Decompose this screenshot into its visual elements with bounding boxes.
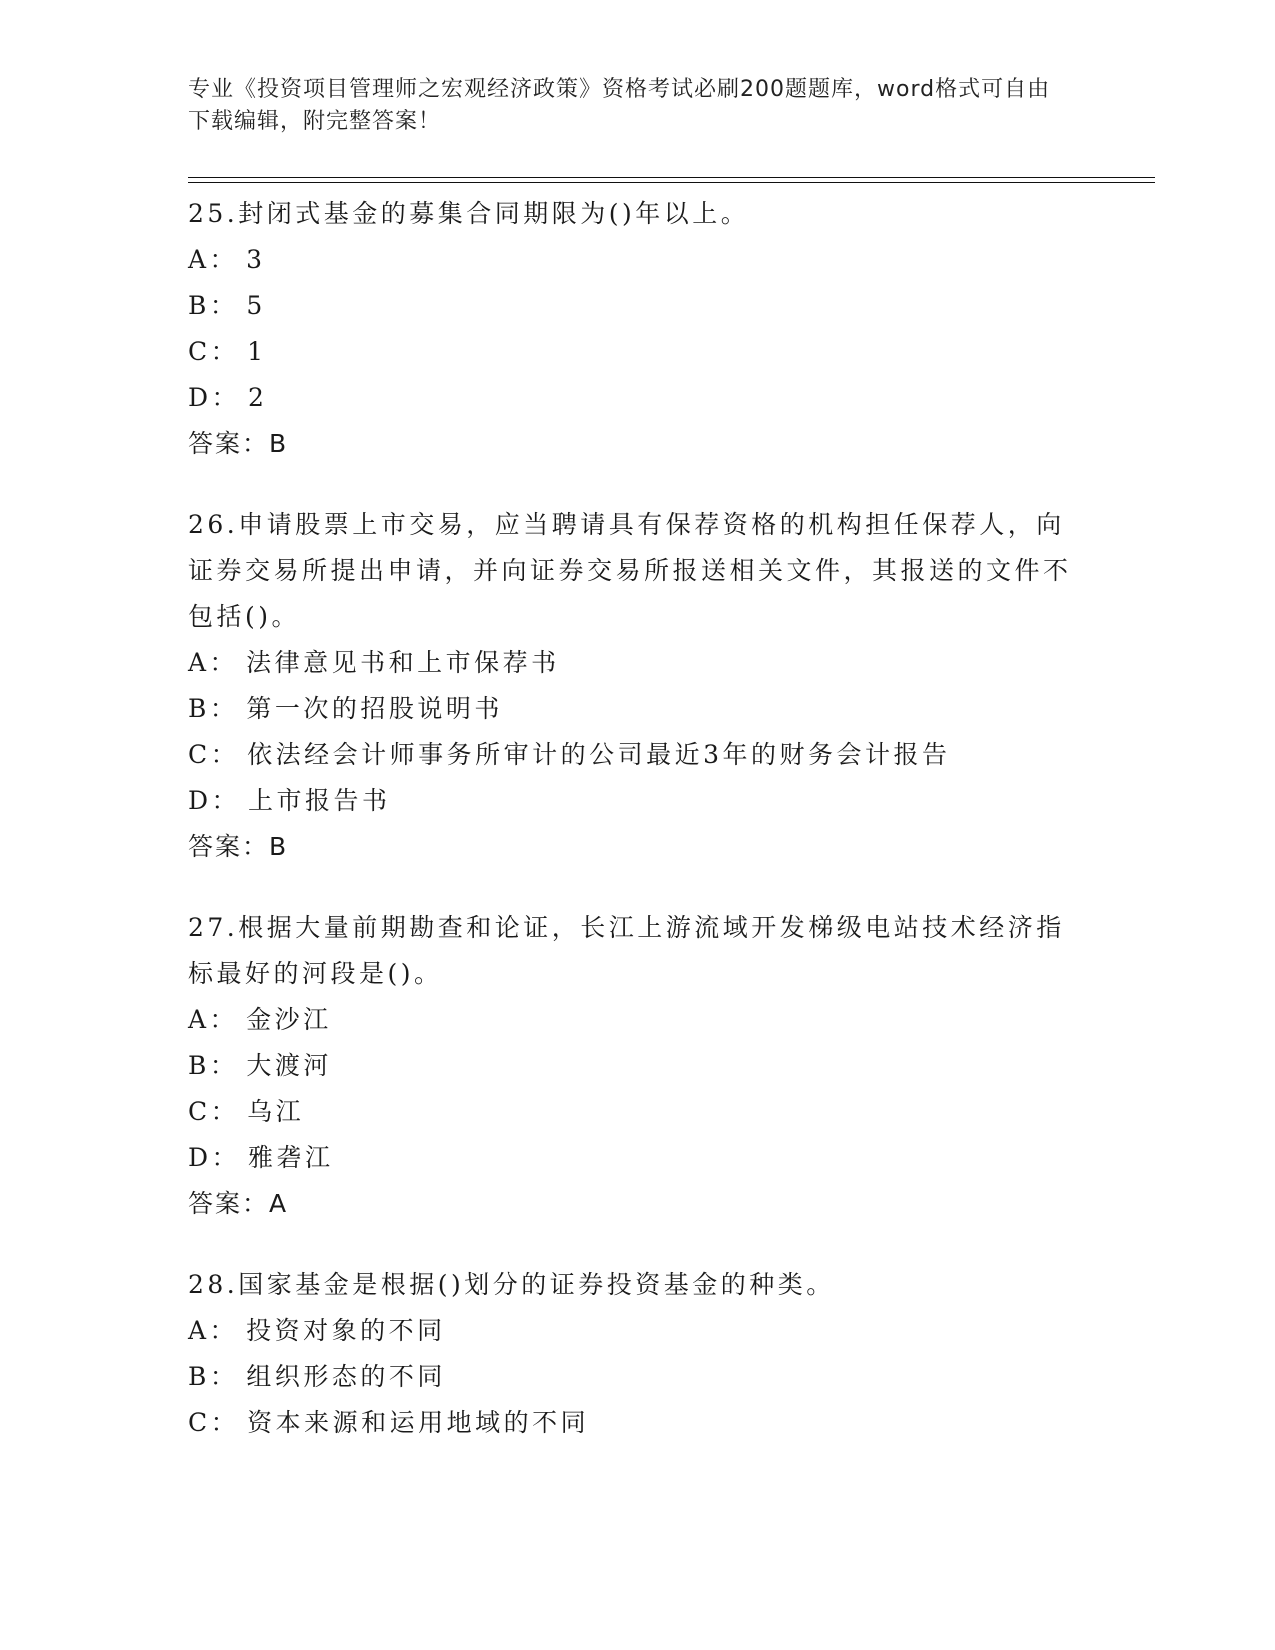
option-a <box>188 640 1078 686</box>
header-text: 专业《投资项目管理师之宏观经济政策》资格考试必刷200题题库，word格式可自由下载编辑，附完整答案！ <box>188 77 1051 134</box>
option-a <box>188 1308 1078 1354</box>
option-b <box>188 1354 1078 1400</box>
option-text: 依法经会计师事务所审计的公司最近3年的财务会计报告 <box>247 740 951 769</box>
option-letter: B： <box>188 1362 239 1391</box>
option-c <box>188 1400 1078 1446</box>
option-text: 组织形态的不同 <box>246 1362 446 1391</box>
option-letter: B： <box>188 291 239 320</box>
option-letter: A： <box>188 648 239 677</box>
option-letter: C： <box>188 1097 240 1126</box>
option-letter: B： <box>188 694 239 723</box>
option-text: 雅砻江 <box>248 1143 334 1172</box>
option-text: 资本来源和运用地域的不同 <box>247 1408 590 1437</box>
option-text: 5 <box>246 291 266 320</box>
option-d <box>188 1135 1078 1181</box>
document-header <box>188 74 1068 138</box>
question-text: 26.申请股票上市交易，应当聘请具有保荐资格的机构担任保荐人，向证券交易所提出申请，并向证券交易所报送相关文件，其报送的文件不包括()。 <box>188 510 1072 631</box>
option-letter: A： <box>188 1005 239 1034</box>
option-text: 法律意见书和上市保荐书 <box>246 648 560 677</box>
option-text: 乌江 <box>247 1097 305 1126</box>
option-text: 第一次的招股说明书 <box>246 694 503 723</box>
option-a <box>188 997 1078 1043</box>
question-list <box>188 191 1078 1481</box>
question-28 <box>188 1262 1078 1446</box>
option-a <box>188 237 1078 283</box>
option-b <box>188 283 1078 329</box>
option-text: 大渡河 <box>246 1051 332 1080</box>
question-text: 27.根据大量前期勘查和论证，长江上游流域开发梯级电站技术经济指标最好的河段是()。 <box>188 913 1065 988</box>
option-letter: A： <box>188 245 239 274</box>
option-b <box>188 686 1078 732</box>
header-rule-top <box>188 177 1155 178</box>
option-text: 1 <box>247 337 267 366</box>
header-rule-bottom <box>188 182 1155 183</box>
option-letter: C： <box>188 740 240 769</box>
option-text: 投资对象的不同 <box>246 1316 446 1345</box>
option-letter: D： <box>188 786 241 815</box>
option-text: 金沙江 <box>246 1005 332 1034</box>
option-letter: C： <box>188 1408 240 1437</box>
option-text: 2 <box>248 383 268 412</box>
option-d <box>188 778 1078 824</box>
answer-label: 答案：B <box>188 832 289 861</box>
option-text: 上市报告书 <box>248 786 391 815</box>
answer-label: 答案：A <box>188 1189 289 1218</box>
option-letter: A： <box>188 1316 239 1345</box>
option-c <box>188 329 1078 375</box>
option-letter: D： <box>188 383 241 412</box>
question-25 <box>188 191 1078 467</box>
answer-label: 答案：B <box>188 429 289 458</box>
option-b <box>188 1043 1078 1089</box>
option-text: 3 <box>246 245 266 274</box>
option-letter: D： <box>188 1143 241 1172</box>
option-letter: B： <box>188 1051 239 1080</box>
option-letter: C： <box>188 337 240 366</box>
option-c <box>188 732 1078 778</box>
question-26 <box>188 502 1078 870</box>
option-c <box>188 1089 1078 1135</box>
option-d <box>188 375 1078 421</box>
question-27 <box>188 905 1078 1227</box>
question-text: 28.国家基金是根据()划分的证券投资基金的种类。 <box>188 1270 835 1299</box>
question-text: 25.封闭式基金的募集合同期限为()年以上。 <box>188 199 750 228</box>
